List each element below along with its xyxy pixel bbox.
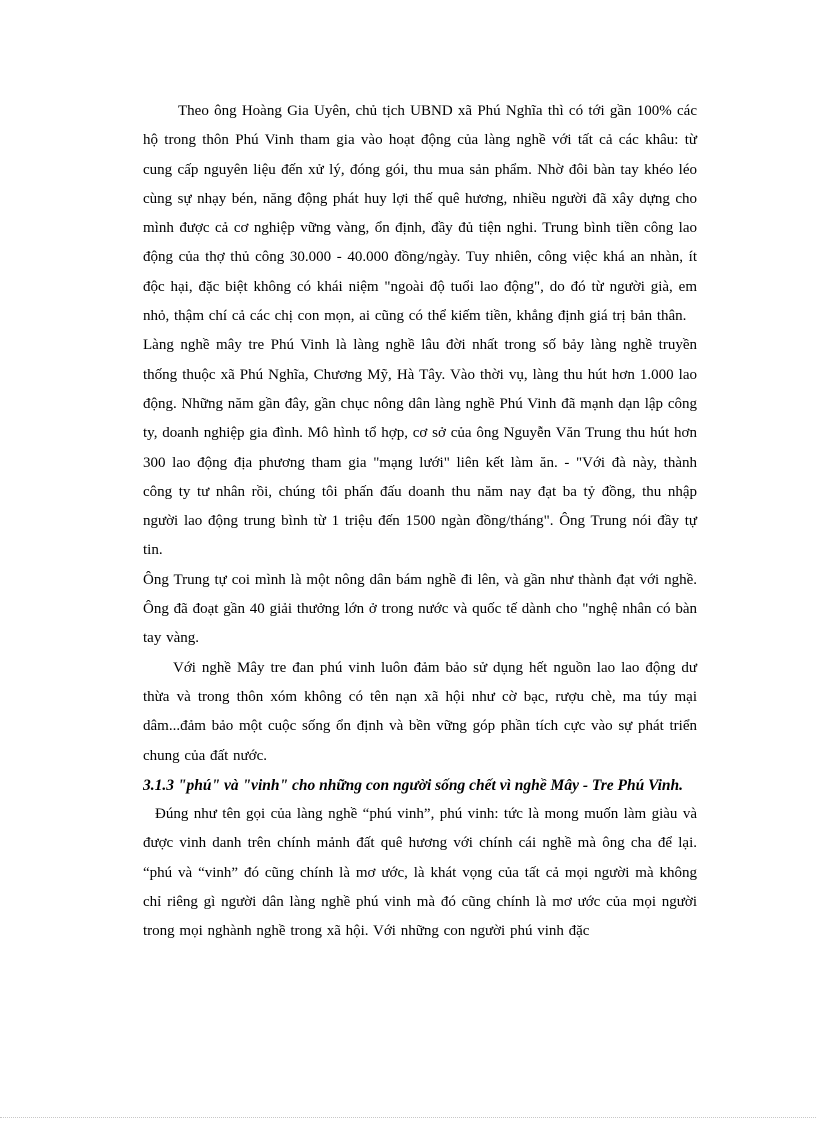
section-heading: 3.1.3 "phú" và "vinh" cho những con người sống chết vì nghề Mây - Tre Phú Vinh. bbox=[143, 776, 684, 794]
paragraph-village-history: Làng nghề mây tre Phú Vinh là làng nghề lâu đời nhất trong số bảy làng nghề truyền thống thuộc xã Phú Nghĩa, Chương Mỹ, Hà Tây. Vào thời vụ, làng thu hút hơn 1.000 lao động. Những năm gần đây, gần chục nông dân làng nghề Phú Vinh đã mạnh dạn lập công ty, doanh nghiệp gia đình. Mô hình tổ hợp, cơ sở của ông Nguyễn Văn Trung thu hút hơn 300 lao động địa phương tham gia "mạng lưới" liên kết làm ăn. - "Với đà này, thành công ty tư nhân rồi, chúng tôi phấn đấu doanh thu năm nay đạt ba tỷ đồng, thu nhập người lao động trung bình từ 1 triệu đến 1500 ngàn đồng/tháng". Ông Trung nói đầy tự tin. bbox=[143, 337, 697, 559]
paragraph-employment-benefits: Với nghề Mây tre đan phú vinh luôn đảm bảo sử dụng hết nguồn lao lao động dư thừa và trong thôn xóm không có tên nạn xã hội như cờ bạc, rượu chè, ma túy mại dâm...đảm bảo một cuộc sống ổn định và bền vững góp phần tích cực vào sự phát triển chung của đất nước. bbox=[143, 659, 697, 764]
paragraph-phu-vinh-meaning: Đúng như tên gọi của làng nghề “phú vinh”, phú vinh: tức là mong muốn làm giàu và được vinh danh trên chính mảnh đất quê hương với chính cái nghề mà ông cha để lại. “phú và “vinh” đó cũng chính là mơ ước, là khát vọng của tất cả mọi người mà không chỉ riêng gì người dân làng nghề phú vinh mà đó cũng chính là mơ ước của mọi người trong mọi nghành nghề trong xã hội. Với những con người phú vinh đặc bbox=[143, 806, 697, 940]
page-bottom-divider bbox=[0, 1117, 816, 1118]
document-body bbox=[143, 97, 697, 947]
paragraph-village-participation: Theo ông Hoàng Gia Uyên, chủ tịch UBND xã Phú Nghĩa thì có tới gần 100% các hộ trong thôn Phú Vinh tham gia vào hoạt động của làng nghề với tất cả các khâu: từ cung cấp nguyên liệu đến xử lý, đóng gói, thu mua sản phẩm. Nhờ đôi bàn tay khéo léo cùng sự nhạy bén, năng động phát huy lợi thế quê hương, nhiều người đã xây dựng cho mình được cả cơ nghiệp vững vàng, ổn định, đầy đủ tiện nghi. Trung bình tiền công lao động của thợ thủ công 30.000 - 40.000 đồng/ngày. Tuy nhiên, công việc khá an nhàn, ít độc hại, đặc biệt không có khái niệm "ngoài độ tuổi lao động", do đó từ người già, em nhỏ, thậm chí cả các chị con mọn, ai cũng có thể kiếm tiền, khẳng định giá trị bản thân. bbox=[143, 103, 697, 325]
paragraph-mr-trung: Ông Trung tự coi mình là một nông dân bám nghề đi lên, và gần như thành đạt với nghề. Ông đã đoạt gần 40 giải thưởng lớn ở trong nước và quốc tế dành cho "nghệ nhân có bàn tay vàng. bbox=[143, 571, 697, 647]
